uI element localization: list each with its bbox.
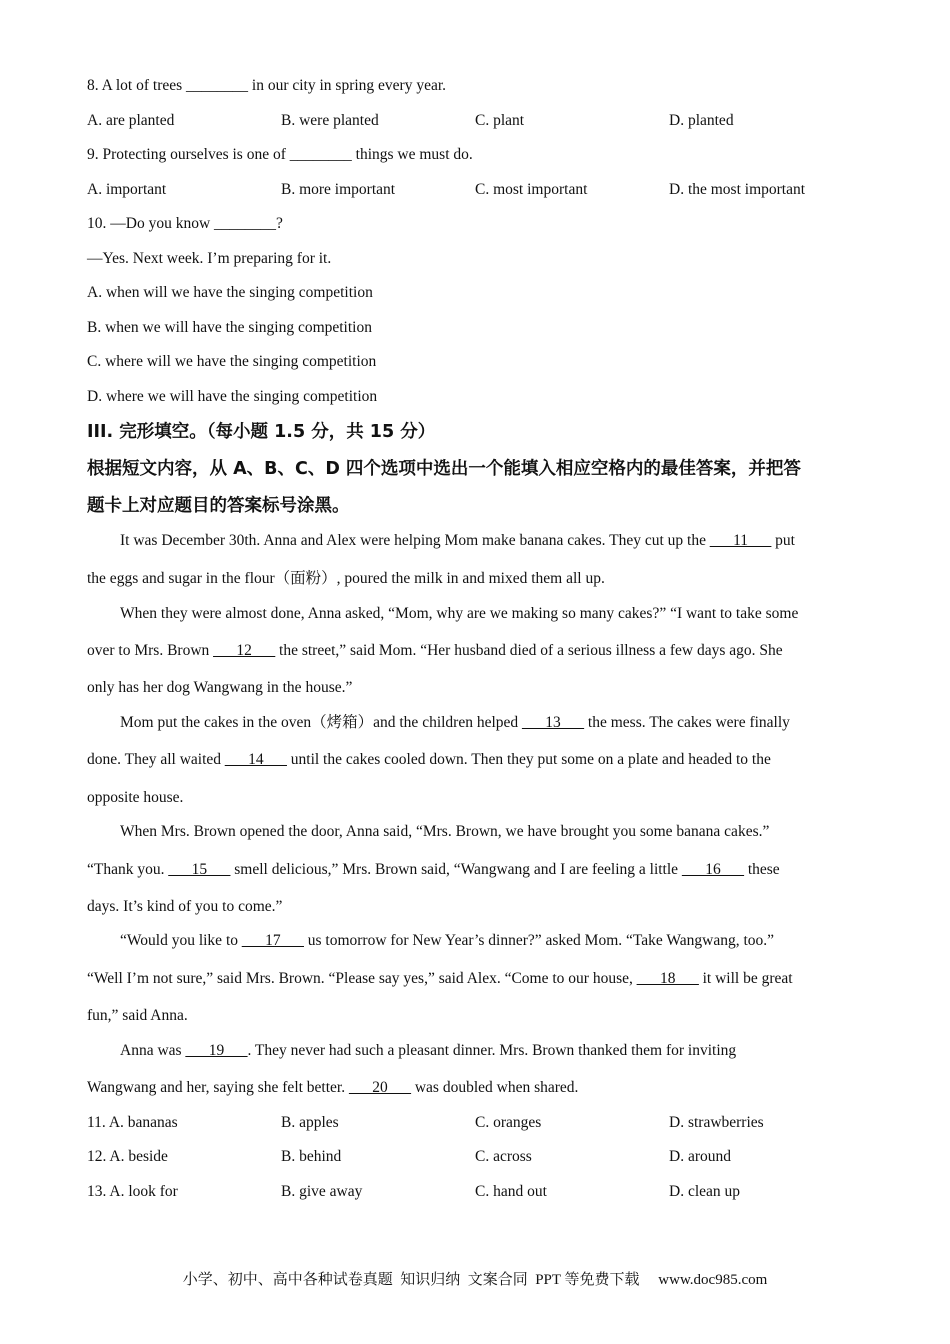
q12-option-c: C. across bbox=[475, 1148, 532, 1165]
q11-option-d: D. strawberries bbox=[669, 1114, 764, 1131]
question-10-stem: 10. —Do you know ________? bbox=[87, 215, 283, 232]
blank-13: ___13___ bbox=[522, 714, 585, 731]
question-10-reply: —Yes. Next week. I’m preparing for it. bbox=[87, 250, 332, 267]
blank-18: ___18___ bbox=[636, 970, 699, 987]
passage-line: the eggs and sugar in the flour（面粉）, poured the milk in and mixed them all up. bbox=[87, 570, 605, 587]
q10-option-d: D. where we will have the singing competition bbox=[87, 388, 378, 405]
q11-option-a: 11. A. bananas bbox=[87, 1114, 178, 1131]
q9-option-c: C. most important bbox=[475, 181, 588, 198]
blank-16: ___16___ bbox=[681, 861, 744, 878]
q9-option-a: A. important bbox=[87, 181, 167, 198]
passage-line: “Thank you. ___15___ smell delicious,” Mrs. Brown said, “Wangwang and I are feeling a little ___16___ these bbox=[87, 861, 780, 878]
q9-option-d: D. the most important bbox=[669, 181, 806, 198]
q10-option-c: C. where will we have the singing competition bbox=[87, 353, 377, 370]
question-8-stem: 8. A lot of trees ________ in our city in spring every year. bbox=[87, 77, 447, 94]
passage-line: over to Mrs. Brown ___12___ the street,” said Mom. “Her husband died of a serious illness a few days ago. She bbox=[87, 642, 783, 659]
passage-line: fun,” said Anna. bbox=[87, 1007, 188, 1024]
blank-12: ___12___ bbox=[213, 642, 276, 659]
section-instruction-line2: 题卡上对应题目的答案标号涂黑。 bbox=[87, 496, 350, 516]
q8-option-c: C. plant bbox=[475, 112, 525, 129]
q10-option-a: A. when will we have the singing competition bbox=[87, 284, 373, 301]
section-instruction-line1: 根据短文内容，从 A、B、C、D 四个选项中选出一个能填入相应空格内的最佳答案，并把答 bbox=[87, 459, 801, 479]
passage-line: Wangwang and her, saying she felt better. ___20___ was doubled when shared. bbox=[87, 1079, 579, 1096]
passage-line: Anna was ___19___. They never had such a pleasant dinner. Mrs. Brown thanked them for inviting bbox=[120, 1042, 737, 1059]
passage-line: days. It’s kind of you to come.” bbox=[87, 898, 283, 915]
passage-line: It was December 30th. Anna and Alex were helping Mom make banana cakes. They cut up the ___11___ put bbox=[120, 532, 795, 549]
passage-line: “Would you like to ___17___ us tomorrow for New Year’s dinner?” asked Mom. “Take Wangwang, too.” bbox=[120, 932, 775, 949]
passage-line: When they were almost done, Anna asked, “Mom, why are we making so many cakes?” “I want to take some bbox=[120, 605, 799, 622]
q11-option-b: B. apples bbox=[281, 1114, 339, 1131]
passage-line: done. They all waited ___14___ until the cakes cooled down. Then they put some on a plate and headed to the bbox=[87, 751, 771, 768]
q12-option-d: D. around bbox=[669, 1148, 731, 1165]
blank-17: ___17___ bbox=[241, 932, 304, 949]
q12-option-a: 12. A. beside bbox=[87, 1148, 168, 1165]
passage-line: “Well I’m not sure,” said Mrs. Brown. “Please say yes,” said Alex. “Come to our house, ___18___ it will be great bbox=[87, 970, 793, 987]
q13-option-d: D. clean up bbox=[669, 1183, 741, 1200]
q9-option-b: B. more important bbox=[281, 181, 396, 198]
passage-line: When Mrs. Brown opened the door, Anna said, “Mrs. Brown, we have brought you some banana cakes.” bbox=[120, 823, 770, 840]
blank-11: ___11___ bbox=[709, 532, 772, 549]
blank-14: ___14___ bbox=[224, 751, 287, 768]
q8-option-b: B. were planted bbox=[281, 112, 379, 129]
passage-line: only has her dog Wangwang in the house.” bbox=[87, 679, 353, 696]
q12-option-b: B. behind bbox=[281, 1148, 342, 1165]
q11-option-c: C. oranges bbox=[475, 1114, 542, 1131]
blank-19: ___19___ bbox=[185, 1042, 248, 1059]
q8-option-d: D. planted bbox=[669, 112, 734, 129]
blank-20: ___20___ bbox=[348, 1079, 411, 1096]
q13-option-b: B. give away bbox=[281, 1183, 363, 1200]
q8-option-a: A. are planted bbox=[87, 112, 175, 129]
q10-option-b: B. when we will have the singing competition bbox=[87, 319, 372, 336]
passage-line: Mom put the cakes in the oven（烤箱）and the children helped ___13___ the mess. The cakes were finally bbox=[120, 714, 790, 731]
passage-line: opposite house. bbox=[87, 789, 184, 806]
section-heading: III. 完形填空。（每小题 1.5 分，共 15 分） bbox=[87, 422, 436, 442]
q13-option-c: C. hand out bbox=[475, 1183, 547, 1200]
q13-option-a: 13. A. look for bbox=[87, 1183, 178, 1200]
blank-15: ___15___ bbox=[168, 861, 231, 878]
question-9-stem: 9. Protecting ourselves is one of ________ things we must do. bbox=[87, 146, 473, 163]
page-footer: 小学、初中、高中各种试卷真题 知识归纳 文案合同 PPT 等免费下载 www.doc985.com bbox=[182, 1272, 768, 1288]
